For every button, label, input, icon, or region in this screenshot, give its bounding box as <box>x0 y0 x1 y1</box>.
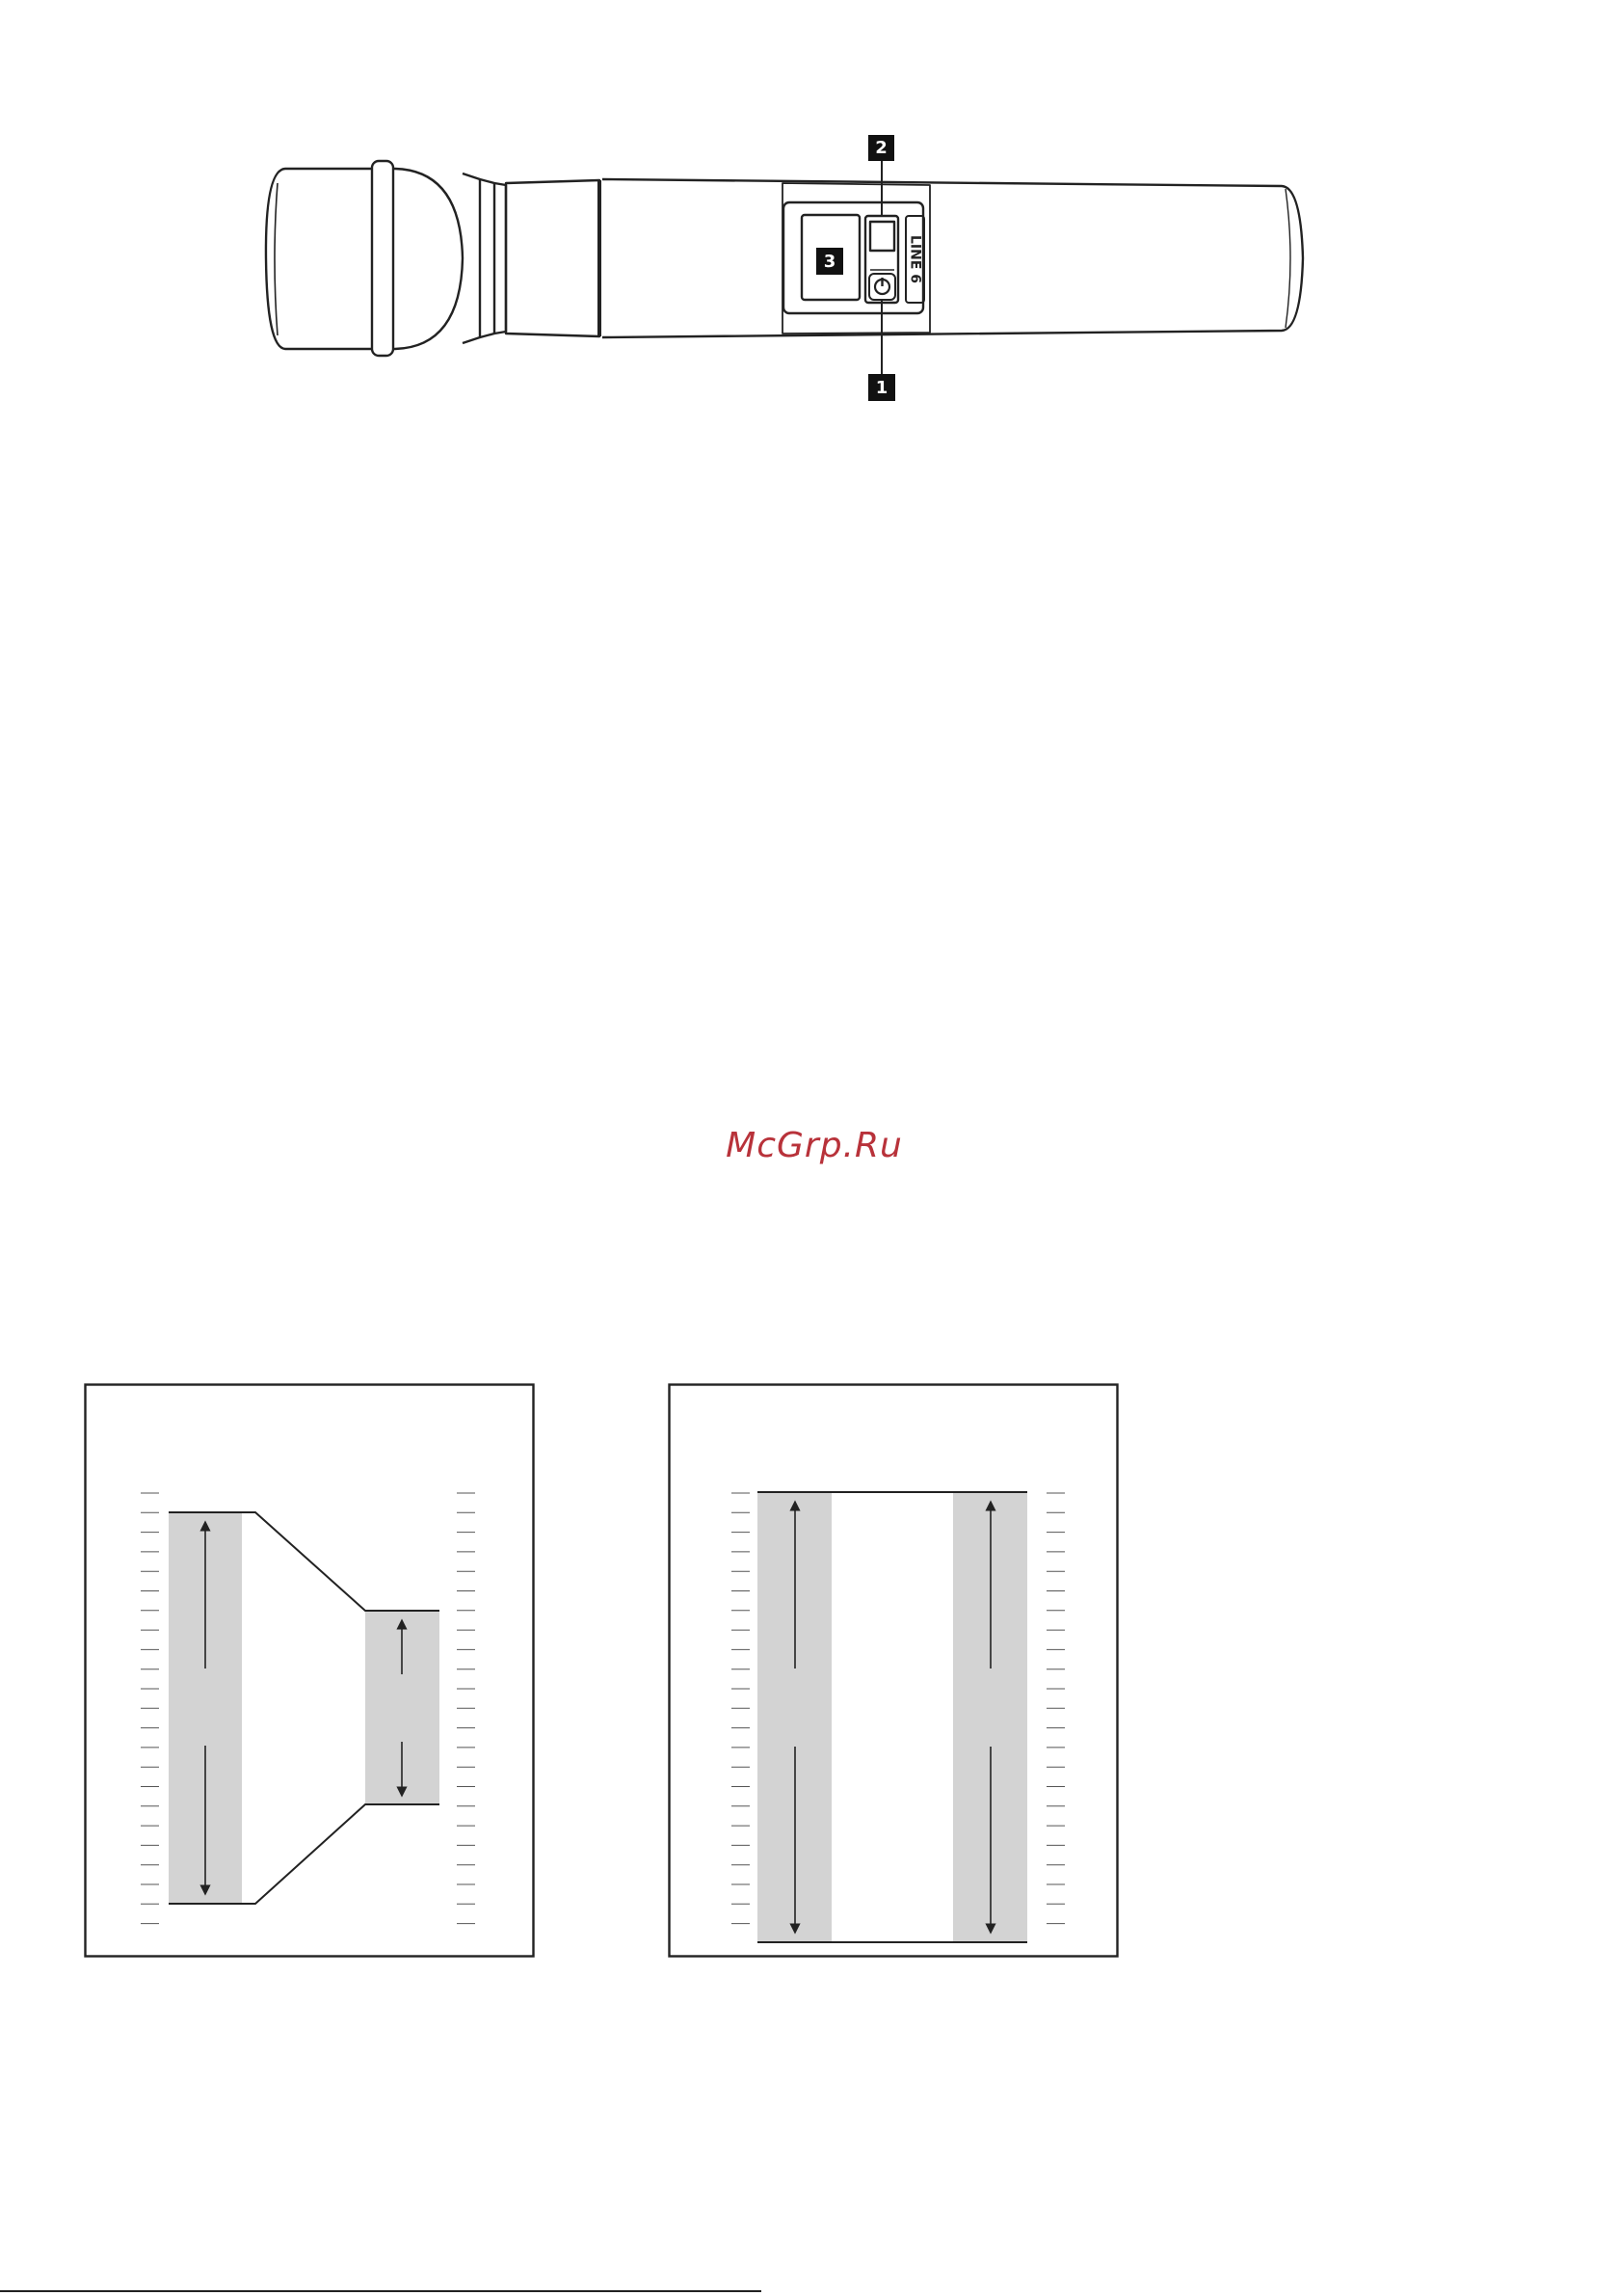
mic-handle <box>602 179 1303 337</box>
callout-3: 3 <box>823 252 836 272</box>
mic-mute-switch <box>870 222 894 251</box>
level-full-range-diagram <box>668 1383 1121 1962</box>
watermark-text: McGrp.Ru <box>726 1126 903 1165</box>
level-compression-diagram <box>84 1383 537 1962</box>
diagram-frame <box>670 1385 1118 1957</box>
callout-1: 1 <box>875 378 889 398</box>
mic-upper-body <box>506 180 599 336</box>
diagram-frame <box>86 1385 534 1957</box>
mic-grille <box>266 169 463 349</box>
microphone-illustration <box>0 0 1618 424</box>
mic-control-panel <box>783 202 923 313</box>
mic-grille-ring <box>372 161 393 356</box>
footer-rule <box>0 2290 761 2292</box>
callout-2: 2 <box>875 138 888 158</box>
line6-logo-text: LINE 6 <box>907 234 923 284</box>
